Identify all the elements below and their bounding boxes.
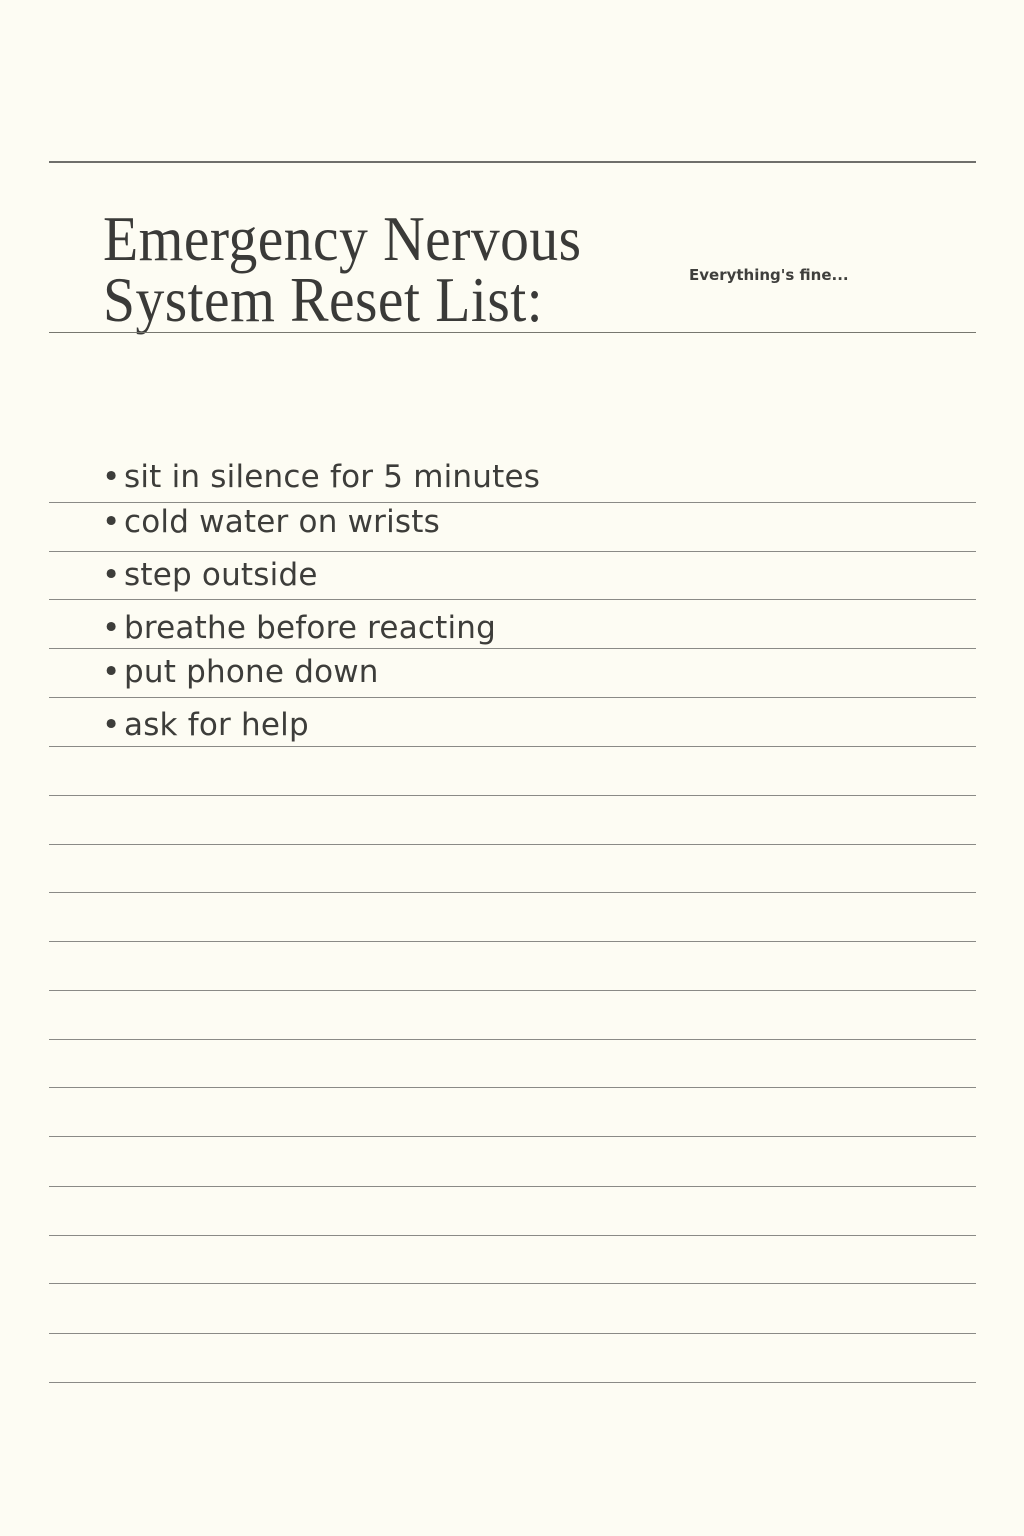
tagline: Everything's fine... [689,266,849,284]
ruled-line [49,1186,976,1187]
list-item-text: put phone down [124,654,379,690]
ruled-line [49,1333,976,1334]
ruled-line [49,1087,976,1088]
bullet: • [102,459,121,495]
list-item [102,610,497,646]
list-item-text: breathe before reacting [124,610,497,646]
ruled-line [49,1283,976,1284]
list-item [102,654,379,690]
ruled-line [49,1235,976,1236]
list-item [102,707,309,743]
ruled-line [49,746,976,747]
list-item [102,557,318,593]
ruled-line [49,551,976,552]
ruled-line [49,502,976,503]
bullet: • [102,707,121,743]
list-item-text: sit in silence for 5 minutes [124,459,541,495]
list-item [102,459,541,495]
ruled-line [49,1382,976,1383]
ruled-line [49,990,976,991]
top-rule [49,161,976,163]
list-item [102,504,440,540]
bullet: • [102,557,121,593]
ruled-line [49,648,976,649]
ruled-line [49,892,976,893]
page-title [103,203,607,335]
ruled-line [49,697,976,698]
ruled-line [49,844,976,845]
ruled-line [49,1136,976,1137]
bullet: • [102,610,121,646]
bullet: • [102,654,121,690]
ruled-line [49,795,976,796]
ruled-line [49,941,976,942]
bullet: • [102,504,121,540]
ruled-line [49,599,976,600]
list-item-text: step outside [124,557,318,593]
ruled-line [49,1039,976,1040]
list-item-text: ask for help [124,707,309,743]
title-line-1: Emergency Nervous [103,203,582,274]
header-rule [49,332,976,333]
list-item-text: cold water on wrists [124,504,440,540]
title-line-2: System Reset List: [103,264,544,335]
